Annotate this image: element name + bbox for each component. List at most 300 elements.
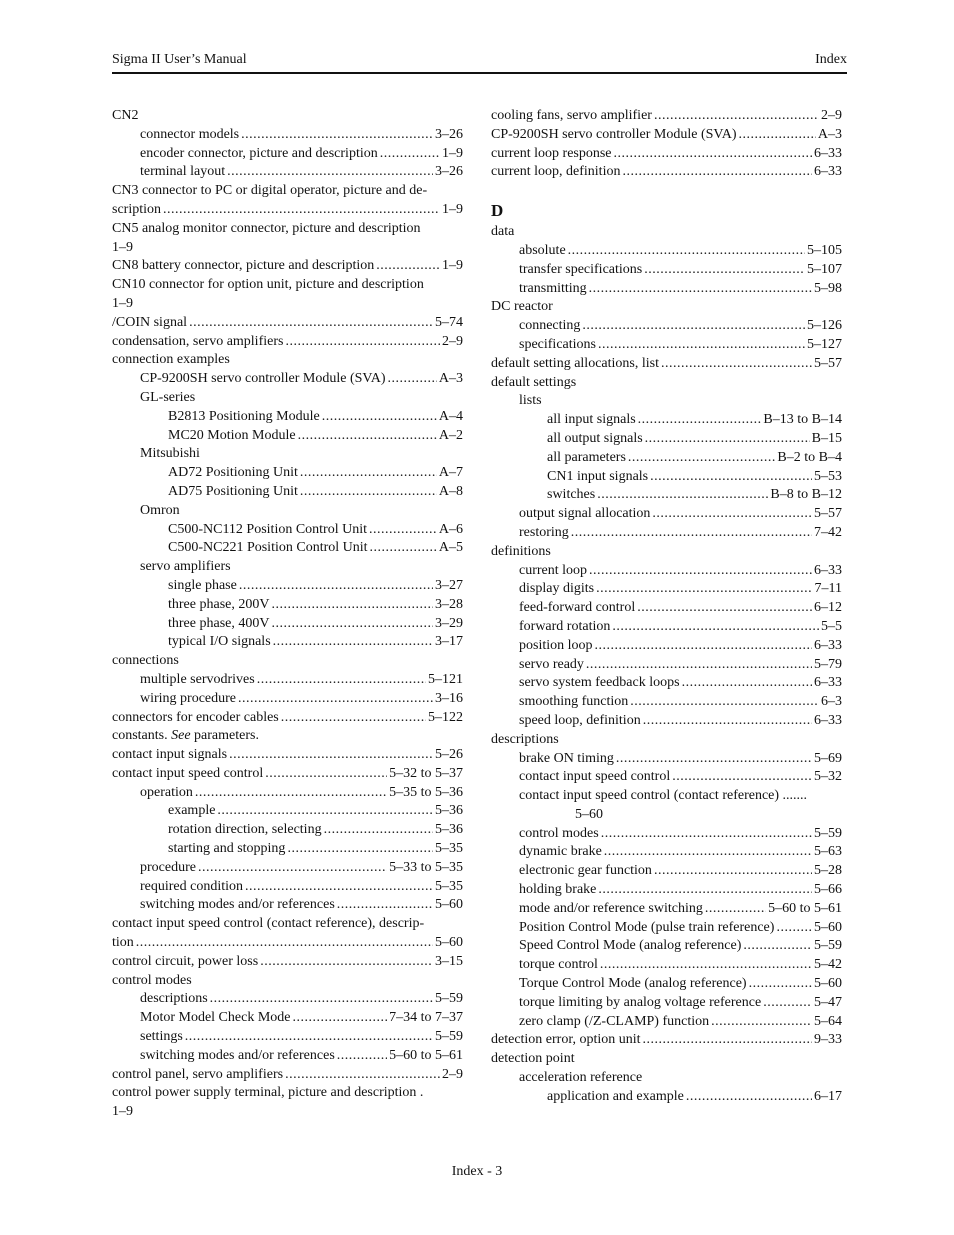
index-entry: [491, 107, 842, 126]
index-entry: [112, 953, 463, 972]
index-entry-term: C500-NC221 Position Control Unit: [168, 540, 368, 556]
index-entry-term: connecting: [519, 318, 581, 334]
dot-leader: [210, 990, 433, 1009]
index-entry-term: servo ready: [519, 656, 584, 672]
index-entry-page: 5–35: [435, 841, 463, 857]
index-entry: [112, 1009, 463, 1028]
index-entry-term: operation: [140, 784, 193, 800]
dot-leader: [568, 242, 805, 261]
dot-leader: [597, 486, 768, 505]
index-entry: [491, 1088, 842, 1107]
index-entry-page: 5–28: [814, 863, 842, 879]
index-entry-page: 5–42: [814, 957, 842, 973]
index-entry-page: 2–9: [442, 333, 463, 349]
dot-leader: [612, 618, 819, 637]
index-entry-page: 1–9: [112, 295, 133, 311]
index-entry: [491, 505, 842, 524]
dot-leader: [763, 994, 812, 1013]
dot-leader: [298, 427, 437, 446]
index-entry-term: transfer specifications: [519, 261, 643, 277]
dot-leader: [388, 370, 437, 389]
index-entry-page: 5–59: [814, 938, 842, 954]
index-entry: [491, 750, 842, 769]
index-entry-term: default setting allocations, list: [491, 355, 659, 371]
index-entry-page: 5–60: [814, 919, 842, 935]
index-entry-page: 6–17: [814, 1088, 842, 1104]
index-entry: [112, 709, 463, 728]
index-entry-term: condensation, servo amplifiers: [112, 333, 284, 349]
index-entry: [112, 427, 463, 446]
dot-leader: [239, 577, 433, 596]
see-target: parameters.: [190, 728, 259, 744]
index-entry: [491, 430, 842, 449]
index-entry-term: all input signals: [547, 412, 636, 428]
dot-leader: [227, 163, 433, 182]
index-entry: [112, 878, 463, 897]
index-entry-term: zero clamp (/Z-CLAMP) function: [519, 1013, 710, 1029]
dot-leader: [260, 953, 433, 972]
index-entry: [491, 919, 842, 938]
index-entry-page: B–8 to B–12: [770, 487, 842, 503]
dot-leader: [601, 825, 812, 844]
index-entry-term: transmitting: [519, 280, 587, 296]
index-entry-term: required condition: [140, 878, 244, 894]
index-entry-page: 7–34 to 7–37: [389, 1010, 463, 1026]
index-entry: [112, 896, 463, 915]
index-entry-page: 5–33 to 5–35: [389, 859, 463, 875]
index-entry-page: 3–16: [435, 690, 463, 706]
index-entry: [112, 370, 463, 389]
index-entry-term: torque control: [519, 957, 598, 973]
index-entry: [491, 486, 842, 505]
index-entry-page: 3–17: [435, 634, 463, 650]
index-entry-page: 5–59: [814, 825, 842, 841]
index-entry-term: speed loop, definition: [519, 712, 641, 728]
index-entry: [112, 408, 463, 427]
index-entry-term: CP-9200SH servo controller Module (SVA): [491, 126, 737, 142]
index-entry-term: scription: [112, 201, 161, 217]
index-entry-line: control power supply terminal, picture and description .: [112, 1085, 424, 1101]
dot-leader: [638, 411, 762, 430]
index-entry: [112, 821, 463, 840]
index-entry: [491, 411, 842, 430]
index-entry: [112, 671, 463, 690]
index-entry-term: brake ON timing: [519, 750, 614, 766]
index-entry-term: output signal allocation: [519, 506, 651, 522]
dot-leader: [743, 937, 812, 956]
index-entry: [491, 524, 842, 543]
dot-leader: [600, 956, 812, 975]
dot-leader: [749, 975, 812, 994]
index-entry-page: 2–9: [821, 108, 842, 123]
index-entry-page: 1–9: [112, 239, 133, 255]
index-heading: GL-series: [140, 389, 196, 405]
index-entry-page: A–4: [438, 408, 463, 424]
index-entry: [112, 633, 463, 652]
index-heading: detection point: [491, 1051, 575, 1067]
index-entry-term: holding brake: [519, 882, 597, 898]
index-entry-page: B–15: [811, 430, 842, 446]
index-entry-line: contact input speed control (contact reference) .......: [519, 788, 808, 804]
dot-leader: [672, 768, 812, 787]
index-entry-page: B–2 to B–4: [777, 449, 842, 465]
index-heading: data: [491, 224, 515, 240]
index-entry: [491, 163, 842, 182]
index-entry-page: 5–122: [428, 709, 463, 725]
dot-leader: [686, 1088, 812, 1107]
index-entry-term: mode and/or reference switching: [519, 900, 703, 916]
index-entry-page: 5–69: [814, 750, 842, 766]
dot-leader: [245, 878, 433, 897]
index-entry: [112, 615, 463, 634]
dot-leader: [776, 919, 812, 938]
index-entry-term: tion: [112, 935, 134, 951]
index-entry-page: 6–33: [814, 675, 842, 691]
index-entry-page: A–3: [438, 371, 463, 387]
index-entry-page: 5–59: [435, 1029, 463, 1045]
dot-leader: [369, 521, 437, 540]
index-entry: [112, 333, 463, 352]
index-heading: connections: [112, 653, 179, 669]
index-entry: [491, 562, 842, 581]
dot-leader: [337, 1047, 387, 1066]
index-entry-term: Position Control Mode (pulse train reference): [519, 919, 775, 935]
header-manual-title: Sigma II User’s Manual: [112, 52, 247, 67]
dot-leader: [241, 126, 433, 145]
index-entry: [491, 768, 842, 787]
index-entry: [491, 580, 842, 599]
index-entry-page: A–3: [817, 126, 842, 142]
index-entry-term: display digits: [519, 581, 595, 597]
index-entry: [112, 163, 463, 182]
index-entry: [112, 746, 463, 765]
index-entry-page: A–2: [438, 427, 463, 443]
index-entry: [491, 449, 842, 468]
index-entry: [491, 994, 842, 1013]
index-entry: [491, 712, 842, 731]
index-entry-term: starting and stopping: [168, 841, 286, 857]
index-entry-term: multiple servodrives: [140, 671, 255, 687]
index-entry-term: /COIN signal: [112, 314, 188, 330]
index-entry: [491, 336, 842, 355]
index-entry: [112, 859, 463, 878]
dot-leader: [644, 261, 805, 280]
dot-leader: [582, 317, 805, 336]
dot-leader: [628, 449, 776, 468]
dot-leader: [598, 336, 805, 355]
index-entry-term: contact input signals: [112, 747, 228, 763]
index-entry-line: CN5 analog monitor connector, picture and description: [112, 220, 421, 236]
index-entry-term: application and example: [547, 1088, 684, 1104]
index-entry: [491, 674, 842, 693]
index-entry-page: 7–42: [814, 524, 842, 540]
dot-leader: [238, 690, 433, 709]
dot-leader: [217, 802, 433, 821]
dot-leader: [652, 505, 812, 524]
dot-leader: [380, 145, 440, 164]
index-entry-page: 5–53: [814, 468, 842, 484]
index-entry-term: AD75 Positioning Unit: [168, 483, 298, 499]
index-entry-term: control modes: [519, 825, 599, 841]
index-entry-term: terminal layout: [140, 164, 226, 180]
index-entry: [491, 900, 842, 919]
dot-leader: [300, 483, 437, 502]
index-entry: [491, 599, 842, 618]
index-entry: [491, 881, 842, 900]
index-entry-term: contact input speed control: [519, 769, 671, 785]
index-heading: descriptions: [491, 731, 559, 747]
index-heading: control modes: [112, 972, 192, 988]
dot-leader: [616, 750, 812, 769]
index-entry: [112, 990, 463, 1009]
dot-leader: [650, 468, 812, 487]
index-entry-term: current loop, definition: [491, 164, 621, 180]
index-entry-term: electronic gear function: [519, 863, 652, 879]
dot-leader: [637, 599, 812, 618]
index-entry-term: wiring procedure: [140, 690, 237, 706]
index-entry-page: 5–121: [428, 671, 463, 687]
index-entry: [112, 539, 463, 558]
index-heading: Omron: [140, 502, 180, 518]
index-entry-term: control circuit, power loss: [112, 953, 259, 969]
index-entry-term: current loop response: [491, 145, 612, 161]
index-entry-page: 6–33: [814, 145, 842, 161]
index-entry-line: contact input speed control (contact reference), descrip-: [112, 916, 425, 932]
index-entry-term: absolute: [519, 242, 566, 258]
index-entry-page: A–7: [438, 465, 463, 481]
dot-leader: [630, 693, 819, 712]
dot-leader: [281, 709, 426, 728]
index-entry: [112, 784, 463, 803]
dot-leader: [322, 408, 437, 427]
index-entry-page: 5–32: [814, 769, 842, 785]
index-entry-term: single phase: [168, 577, 237, 593]
index-entry-page: 5–59: [435, 991, 463, 1007]
index-entry-page: 5–36: [435, 803, 463, 819]
dot-leader: [622, 163, 812, 182]
index-entry-term: control panel, servo amplifiers: [112, 1066, 284, 1082]
index-entry-term: connectors for encoder cables: [112, 709, 279, 725]
index-entry-term: three phase, 400V: [168, 615, 270, 631]
index-entry: [491, 317, 842, 336]
index-entry-term: restoring: [519, 524, 569, 540]
dot-leader: [643, 712, 812, 731]
dot-leader: [682, 674, 812, 693]
index-entry: [491, 261, 842, 280]
index-entry: [491, 145, 842, 164]
dot-leader: [598, 881, 812, 900]
dot-leader: [370, 539, 437, 558]
index-entry-term: MC20 Motion Module: [168, 427, 296, 443]
dot-leader: [300, 464, 437, 483]
index-heading: Mitsubishi: [140, 446, 200, 462]
index-entry: [112, 840, 463, 859]
dot-leader: [645, 430, 810, 449]
index-entry: [491, 126, 842, 145]
dot-leader: [287, 840, 433, 859]
index-entry-term: specifications: [519, 336, 596, 352]
index-heading: servo amplifiers: [140, 559, 231, 575]
index-heading: DC reactor: [491, 299, 553, 315]
index-entry: [112, 314, 463, 333]
index-entry-term: cooling fans, servo amplifier: [491, 108, 652, 123]
dot-leader: [711, 1013, 812, 1032]
index-entry-term: three phase, 200V: [168, 596, 270, 612]
index-entry-term: encoder connector, picture and description: [140, 145, 378, 161]
index-entry: [491, 242, 842, 261]
index-entry: [112, 596, 463, 615]
dot-leader: [163, 201, 440, 220]
dot-leader: [271, 615, 433, 634]
index-heading: definitions: [491, 543, 551, 559]
index-entry-page: 1–9: [442, 145, 463, 161]
index-entry-term: contact input speed control: [112, 765, 264, 781]
dot-leader: [739, 126, 816, 145]
dot-leader: [586, 656, 812, 675]
index-entry-page: 1–9: [442, 201, 463, 217]
index-entry-page: 3–28: [435, 596, 463, 612]
index-entry: [491, 825, 842, 844]
index-heading: CN2: [112, 108, 139, 123]
index-entry: [491, 693, 842, 712]
index-entry: [112, 802, 463, 821]
dot-leader: [589, 562, 812, 581]
dot-leader: [614, 145, 812, 164]
index-entry-line: CN10 connector for option unit, picture and description: [112, 277, 424, 293]
index-entry-term: current loop: [519, 562, 588, 578]
index-section-letter: D: [491, 201, 504, 221]
index-entry-page: 3–29: [435, 615, 463, 631]
index-entry: [112, 126, 463, 145]
index-entry-term: AD72 Positioning Unit: [168, 465, 298, 481]
dot-leader: [604, 843, 812, 862]
index-entry-term: detection error, option unit: [491, 1032, 641, 1048]
dot-leader: [654, 862, 812, 881]
index-entry-page: 9–33: [814, 1032, 842, 1048]
page-header: [112, 50, 847, 74]
index-entry-term: CN8 battery connector, picture and description: [112, 258, 375, 274]
index-entry-term: switching modes and/or references: [140, 1047, 335, 1063]
index-entry: [112, 1028, 463, 1047]
index-entry-page: 5–126: [807, 318, 842, 334]
dot-leader: [292, 1009, 387, 1028]
index-entry-term: CN1 input signals: [547, 468, 649, 484]
index-entry-page: 1–9: [442, 258, 463, 274]
index-entry: [491, 843, 842, 862]
dot-leader: [643, 1031, 812, 1050]
index-entry-term: CP-9200SH servo controller Module (SVA): [140, 371, 386, 387]
index-entry-page: 3–26: [435, 164, 463, 180]
index-entry: [112, 521, 463, 540]
index-entry-page: 3–27: [435, 577, 463, 593]
index-entry-term: Speed Control Mode (analog reference): [519, 938, 742, 954]
index-entry-page: 5–35: [435, 878, 463, 894]
index-entry: [491, 656, 842, 675]
dot-leader: [136, 934, 433, 953]
dot-leader: [589, 280, 812, 299]
index-entry-page: 5–60: [814, 976, 842, 992]
index-entry-term: all parameters: [547, 449, 626, 465]
dot-leader: [271, 596, 433, 615]
index-entry: [491, 1031, 842, 1050]
index-entry-page: 5–79: [814, 656, 842, 672]
dot-leader: [595, 637, 812, 656]
index-entry-page: 3–26: [435, 126, 463, 142]
index-entry-page: 5–105: [807, 242, 842, 258]
index-entry-page: A–8: [438, 483, 463, 499]
index-entry: [491, 355, 842, 374]
index-entry-term: typical I/O signals: [168, 634, 271, 650]
index-entry: [112, 483, 463, 502]
index-entry-page: A–6: [438, 521, 463, 537]
dot-leader: [257, 671, 426, 690]
index-see-reference: [112, 727, 463, 746]
index-entry: [491, 637, 842, 656]
index-entry: [491, 1013, 842, 1032]
see-term: constants.: [112, 728, 172, 744]
dot-leader: [273, 633, 433, 652]
index-heading: connection examples: [112, 352, 230, 368]
index-entry-term: settings: [140, 1029, 183, 1045]
index-entry: [112, 577, 463, 596]
page-footer: Index - 3: [451, 1164, 503, 1179]
index-entry-term: feed-forward control: [519, 600, 636, 616]
dot-leader: [189, 314, 433, 333]
dot-leader: [571, 524, 812, 543]
index-heading: acceleration reference: [519, 1070, 643, 1086]
see-label: See: [171, 728, 191, 744]
index-entry-page: 5–60: [435, 935, 463, 951]
index-entry-page: 5–35 to 5–36: [389, 784, 463, 800]
index-heading: default settings: [491, 374, 577, 390]
index-entry-page: A–5: [438, 540, 463, 556]
index-entry-page: 5–60: [575, 806, 603, 822]
index-entry-page: 6–12: [814, 600, 842, 616]
index-entry-term: dynamic brake: [519, 844, 602, 860]
index-entry: [491, 937, 842, 956]
index-entry-term: example: [168, 803, 216, 819]
index-entry-page: 6–33: [814, 164, 842, 180]
index-entry-page: 6–3: [821, 694, 842, 710]
index-entry-page: 5–57: [814, 355, 842, 371]
index-entry: [491, 618, 842, 637]
index-entry-page: 5–5: [821, 618, 842, 634]
dot-leader: [376, 257, 440, 276]
index-entry-term: position loop: [519, 637, 593, 653]
index-entry-page: 5–26: [435, 747, 463, 763]
index-entry-page: 5–63: [814, 844, 842, 860]
dot-leader: [324, 821, 433, 840]
index-entry-term: all output signals: [547, 430, 643, 446]
index-entry-page: 6–33: [814, 562, 842, 578]
dot-leader: [265, 765, 387, 784]
index-entry-page: 5–60 to 5–61: [389, 1047, 463, 1063]
index-entry-term: rotation direction, selecting: [168, 822, 322, 838]
index-entry-term: smoothing function: [519, 694, 629, 710]
index-entry: [491, 956, 842, 975]
dot-leader: [198, 859, 387, 878]
index-entry: [491, 280, 842, 299]
index-column-right: [491, 107, 842, 1107]
index-entry: [491, 468, 842, 487]
dot-leader: [654, 107, 819, 126]
dot-leader: [285, 1066, 440, 1085]
index-entry: [491, 862, 842, 881]
index-entry-term: procedure: [140, 859, 196, 875]
index-entry-page: 7–11: [814, 581, 842, 597]
index-column-left: [112, 107, 463, 1122]
header-section-title: Index: [815, 52, 847, 67]
